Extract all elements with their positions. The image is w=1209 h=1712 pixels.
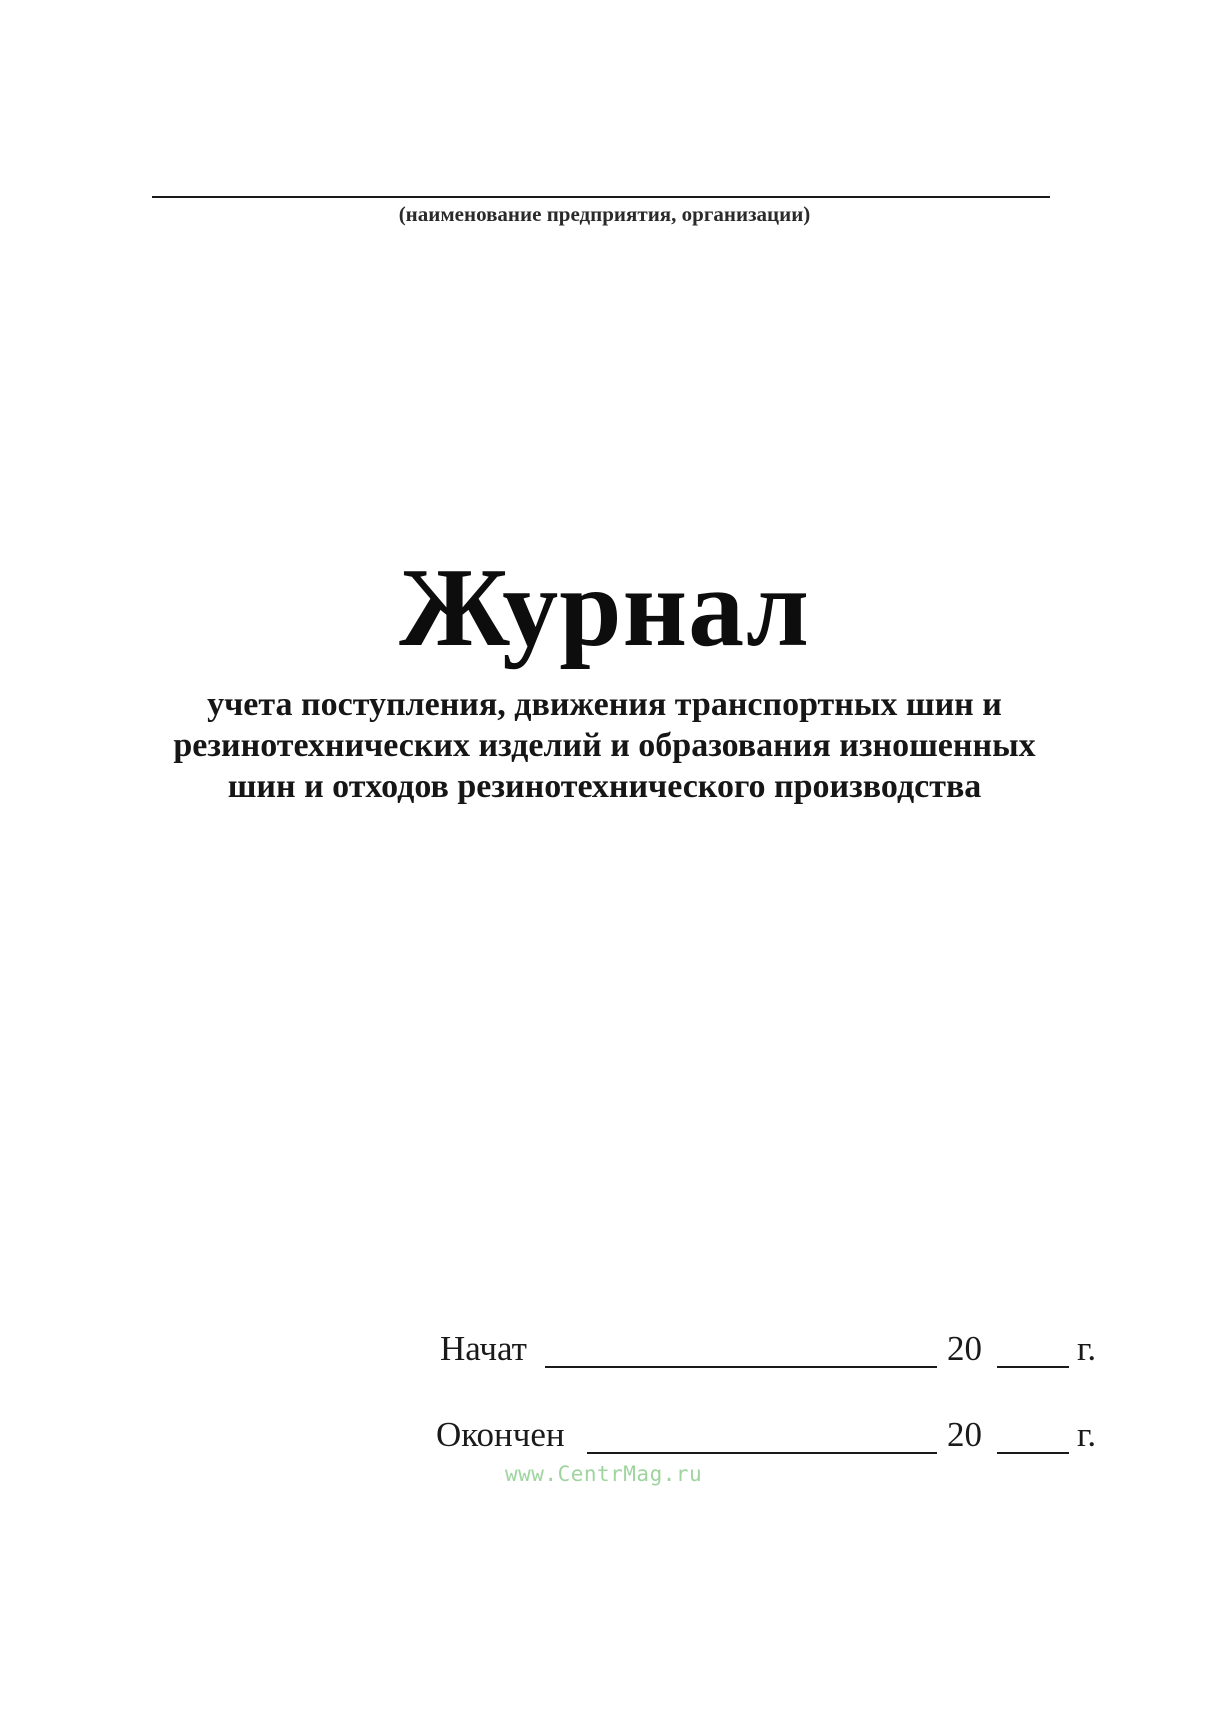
journal-title: Журнал	[399, 546, 810, 670]
subtitle-line-1: учета поступления, движения транспортных шин и	[207, 686, 1002, 723]
started-date-blank	[545, 1366, 937, 1368]
organization-name-line	[152, 196, 1050, 198]
watermark: www.CentrMag.ru	[505, 1462, 703, 1486]
started-year-suffix: г.	[1077, 1329, 1097, 1368]
started-year-blank	[997, 1366, 1069, 1368]
organization-caption: (наименование предприятия, организации)	[398, 202, 811, 226]
ended-year-suffix: г.	[1077, 1415, 1097, 1454]
ended-date-blank	[587, 1452, 937, 1454]
ended-year-prefix: 20	[947, 1415, 982, 1454]
subtitle-line-3: шин и отходов резинотехнического производства	[227, 768, 982, 805]
ended-year-blank	[997, 1452, 1069, 1454]
started-label: Начат	[440, 1329, 527, 1368]
ended-label: Окончен	[436, 1415, 565, 1454]
started-year-prefix: 20	[947, 1329, 982, 1368]
journal-subtitle	[0, 684, 1209, 807]
subtitle-line-2: резинотехнических изделий и образования изношенных	[173, 727, 1036, 764]
